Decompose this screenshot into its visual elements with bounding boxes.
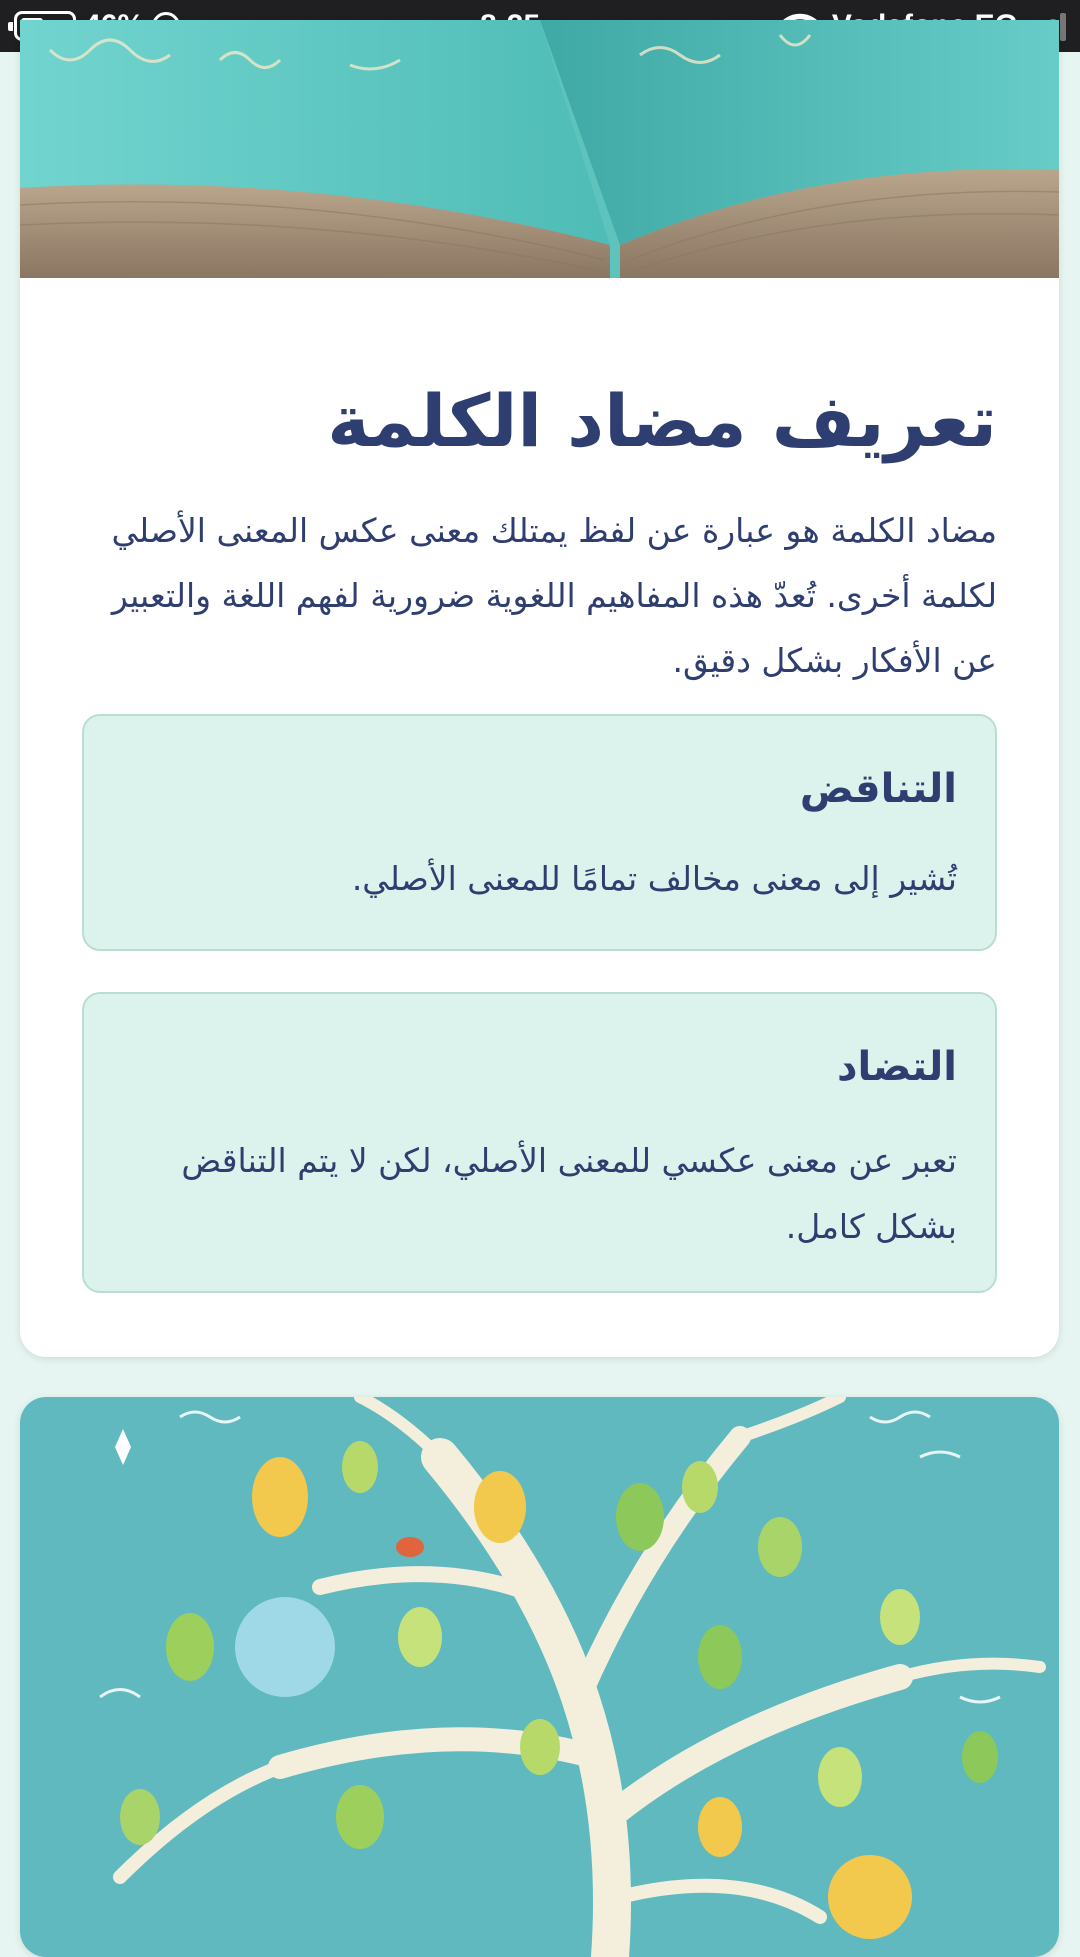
info-box-contradiction bbox=[82, 714, 997, 951]
info-box-title: التناقض bbox=[799, 766, 957, 812]
info-box-text: تعبر عن معنى عكسي للمعنى الأصلي، لكن لا يتم التناقض بشكل كامل. bbox=[181, 1141, 957, 1246]
info-box-opposition bbox=[82, 992, 997, 1293]
article-card bbox=[20, 20, 1059, 1357]
description-text: مضاد الكلمة هو عبارة عن لفظ يمتلك معنى عكس المعنى الأصلي لكلمة أخرى. تُعدّ هذه المفاهيم اللغوية ضرورية لفهم اللغة والتعبير عن الأفكار بشكل دقيق. bbox=[111, 511, 997, 680]
info-box-text: تُشير إلى معنى مخالف تمامًا للمعنى الأصلي. bbox=[351, 859, 957, 898]
open-book-image bbox=[20, 20, 1059, 278]
tree-image-card bbox=[20, 1397, 1059, 1957]
info-box-title: التضاد bbox=[836, 1044, 957, 1090]
page-title: تعريف مضاد الكلمة bbox=[327, 379, 997, 463]
word-tree-image bbox=[20, 1397, 1059, 1957]
